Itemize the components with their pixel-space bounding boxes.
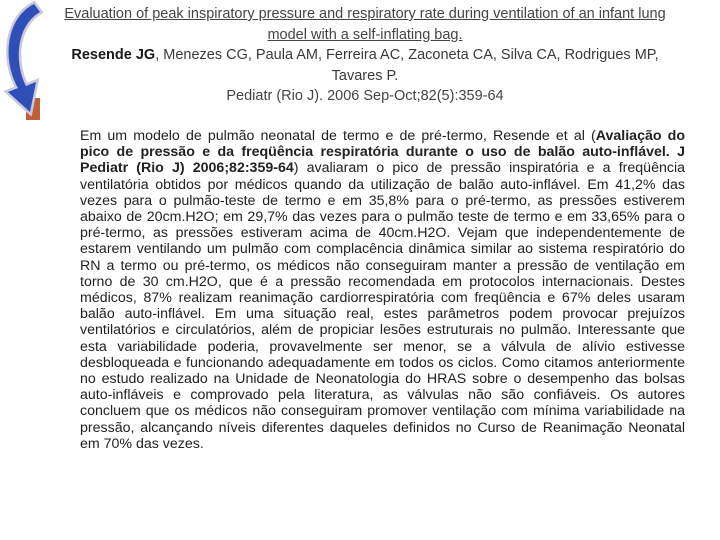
article-title-link[interactable]: Evaluation of peak inspiratory pressure and respiratory rate during ventilation of an infant lung model with a self-inflating bag. [64, 6, 666, 43]
coauthors: , Menezes CG, Paula AM, Ferreira AC, Zaconeta CA, Silva CA, Rodrigues MP, Tavares P. [155, 47, 659, 84]
body-paragraph [80, 128, 685, 452]
authors-line [45, 45, 685, 86]
body-rest: ) avaliaram o pico de pressão inspiratória e a freqüência ventilatória obtidos por médicos quando da utilização de balão auto-inflável. Em 41,2% das vezes para o pulmão-teste de termo e em 35,8% para o pré-termo, as pressões estiverem abaixo de 20cm.H2O; em 29,7% das vezes para o pulmão teste de termo e em 33,65% para o pré-termo, as pressões estiveram acima de 40cm.H2O. Vejam que independentemente de estarem ventilando um pulmão com complacência dinâmica similar ao sistema respiratório do RN a termo ou pré-termo, os médicos não conseguiram manter a pressão de ventilação em torno de 30 cm.H2O, que é a pressão recomendada em protocolos internacionais. Destes médicos, 87% realizam reanimação cardiorrespiratória com freqüência e 67% deles usaram balão auto-inflável. Em uma situação real, estes parâmetros podem provocar prejuízos ventilatórios e circulatórios, além de propiciar lesões estruturais no pulmão. Interessante que esta variabilidade poderia, provavelmente ser menor, se a válvula de alívio estivesse desbloqueada e funcionando adequadamente em todos os ciclos. Como citamos anteriormente no estudo realizado na Unidade de Neonatologia do HRAS sobre o desempenho das bolsas auto-infláveis e comprovado pela literatura, as válvulas não são confiáveis. Os autores concluem que os médicos não conseguiram promover ventilação com mínima variabilidade na pressão, alcançando níveis diferentes daqueles definidos no Curso de Reanimação Neonatal em 70% das vezes. [80, 160, 685, 452]
citation: Pediatr (Rio J). 2006 Sep-Oct;82(5):359-64 [226, 88, 504, 104]
slide-header [45, 4, 685, 107]
curved-arrow-icon [0, 0, 48, 125]
lead-author: Resende JG [71, 47, 156, 63]
bold-reference: Avaliação do pico de pressão e da freqüência respiratória durante o uso de balão auto-inflável. J Pediatr (Rio J) 2006;82:359-64 [80, 128, 685, 177]
body-intro: Em um modelo de pulmão neonatal de termo e de pré-termo, Resende et al ( [80, 128, 596, 144]
